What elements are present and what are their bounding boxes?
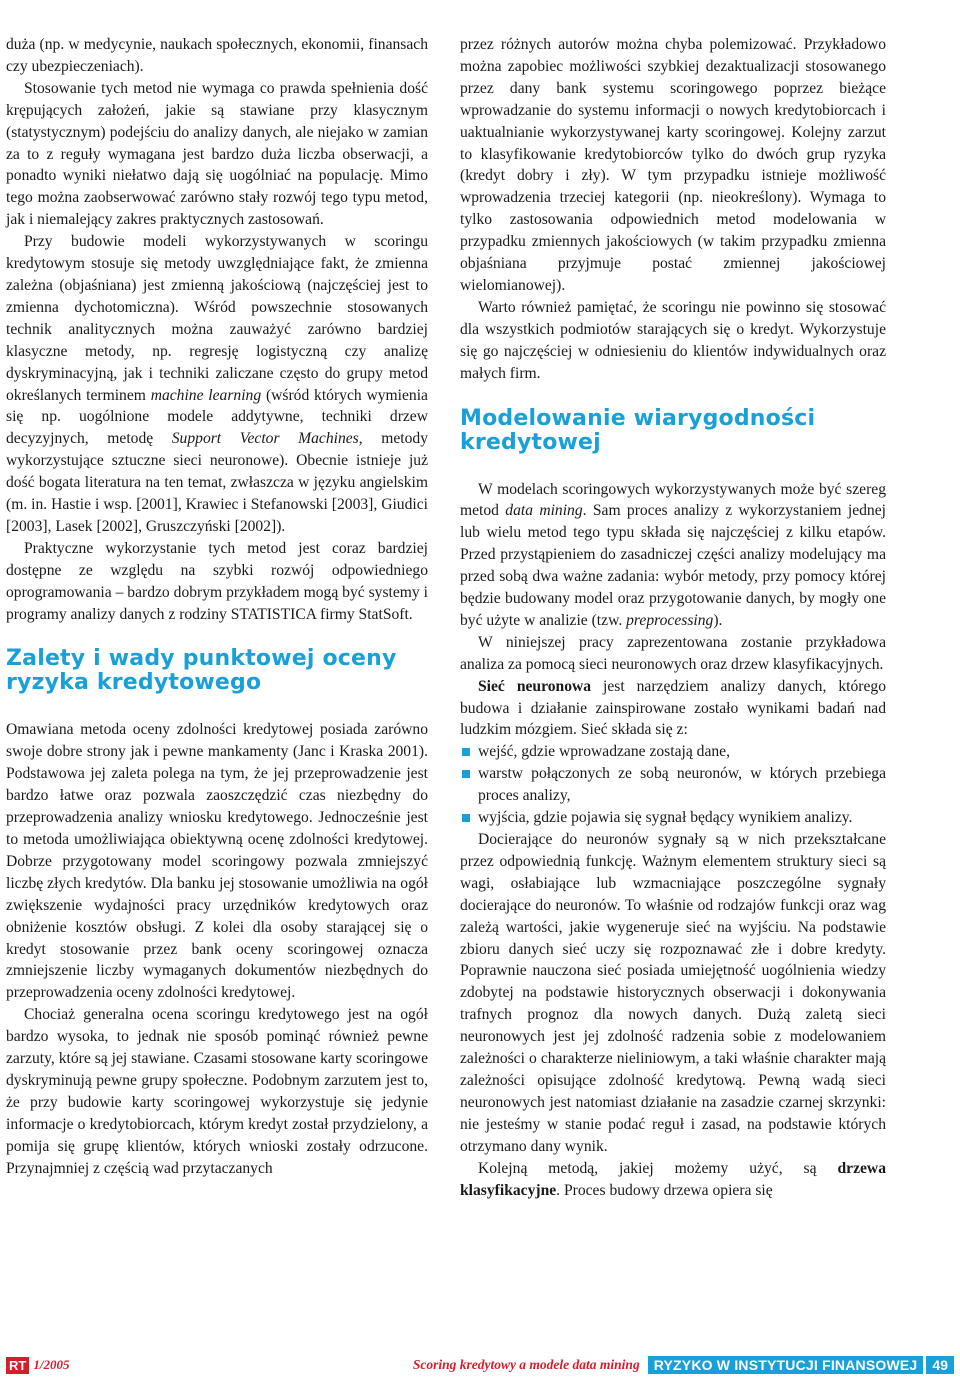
paragraph xyxy=(6,231,428,538)
text-run: Kolejną metodą, jakiej możemy użyć, są xyxy=(478,1159,838,1177)
journal-name: RYZYKO W INSTYTUCJI FINANSOWEJ xyxy=(648,1356,924,1374)
rt-badge: RT xyxy=(6,1357,29,1374)
square-bullet-icon xyxy=(462,770,470,778)
paragraph xyxy=(460,479,886,632)
section-heading: Modelowanie wiarygodności kredytowej xyxy=(460,405,816,455)
page-number: 49 xyxy=(926,1356,954,1374)
paragraph: Chociaż generalna ocena scoringu kredytowego jest na ogół bardzo wysoka, to jednak nie sposób pominąć również pewne zarzuty, które są jej stawiane. Czasami stosowane karty scoringowe dyskryminują pewne grupy społeczne. Podobnym zarzutem jest to, że przy budowie karty scoringowej wykorzystuje się jedynie informacje o kredytobiorcach, którym kredyt został przydzielony, a pomija się grupę klientów, których wnioski zostały odrzucone. Przynajmniej z częścią wad przytaczanych xyxy=(6,1006,428,1177)
square-bullet-icon xyxy=(462,814,470,822)
paragraph: W niniejszej pracy zaprezentowana zostanie przykładowa analiza za pomocą sieci neuronowych oraz drzew klasyfikacyjnych. xyxy=(460,633,886,673)
term-svm: Support Vector Machines xyxy=(171,430,359,448)
list-item-text: wyjścia, gdzie pojawia się sygnał będący wynikiem analizy. xyxy=(478,809,853,827)
list-item-text: wejść, gdzie wprowadzane zostają dane, xyxy=(478,743,730,761)
text-run: . Sam proces analizy z wykorzystaniem jednej lub wielu metod tego typu składa się najczęściej z kilku etapów. Przed przystąpieniem do zasadniczej części analizy modelujący ma przed sobą dwa ważne zadania: wybór metody, przy pomocy której będzie budowany model oraz przygotowanie danych, by mogły one być użyte w analizie (tzw. xyxy=(460,502,886,629)
paragraph: Warto również pamiętać, że scoringu nie powinno się stosować dla wszystkich podmiotów starających się o kredyt. Wykorzystuje się go najczęściej w odniesieniu do klientów indywidualnych oraz małych firm. xyxy=(460,298,886,382)
term-data-mining: data mining xyxy=(505,502,583,520)
issue-number: 1/2005 xyxy=(33,1357,70,1372)
list-item xyxy=(460,763,886,807)
square-bullet-icon xyxy=(462,748,470,756)
paragraph: Docierające do neuronów sygnały są w nich przekształcane przez odpowiednią funkcję. Ważnym elementem struktury sieci są wagi, osłabiające lub wzmacniające poszczególne sygnały docierające do neuronów. To właśnie od rodzajów funkcji oraz wag zależą wartości, jakie wygeneruje sieć na wyjściu. Na podstawie zbioru danych sieć uczy się rozpoznawać złe i dobre kredyty. Poprawnie nauczona sieć posiada umiejętność uogólnienia wiedzy zdobytej na podstawie historycznych obserwacji i dokonywania trafnych prognoz dla nowych danych. Dużą zaletą sieci neuronowych jest jej zdolność radzenia sobie z modelowaniem zależności o charakterze nieliniowym, a taki właśnie charakter mają zależności opisujące zdolność kredytową. Pewną wadą sieci neuronowych jest natomiast działanie na zasadzie czarnej skrzynki: nie jesteśmy w stanie podać reguł i zasad, na podstawie których otrzymano dany wynik. xyxy=(460,831,886,1155)
list-item-text: warstw połączonych ze sobą neuronów, w których przebiega proces analizy, xyxy=(478,765,886,805)
term-siec-neuronowa: Sieć neuronowa xyxy=(478,677,592,695)
paragraph xyxy=(460,676,886,742)
text-run: Przy budowie modeli wykorzystywanych w scoringu kredytowym stosuje się metody uwzględniające fakt, że zmienna zależna (objaśniana) jest zmienną jakościową (najczęściej jest to zmienna dychotomiczna). Wśród powszechnie stosowanych technik analitycznych można zauważyć zarówno bardziej klasyczne metody, np. regresję logistyczną czy analizę dyskryminacyjną, jak i techniki zaliczane często do grupy metod określanych terminem xyxy=(6,233,428,404)
text-run: , metody wykorzystujące sztuczne sieci neuronowe). Obecnie istnieje już dość bogata literatura na ten temat, zwłaszcza w języku angielskim (m. in. Hastie i wsp. [2001], Krawiec i Stefanowski [2003], Giudici [2003], Lasek [2002], Gruszczyński [2002]). xyxy=(6,430,428,535)
left-column xyxy=(6,34,428,1180)
term-preprocessing: preprocessing xyxy=(626,611,714,629)
paragraph: duża (np. w medycynie, naukach społecznych, ekonomii, finansach czy ubezpieczeniach). xyxy=(6,36,428,75)
section-heading: Zalety i wady punktowej oceny ryzyka kredytowego xyxy=(6,646,397,696)
text-run: jest narzędziem analizy danych, którego budowa i działanie zainspirowane zostało wynikami badań nad ludzkim mózgiem. Sieć składa się z: xyxy=(460,677,886,739)
page-footer xyxy=(6,1354,954,1376)
text-run: (wśród których wymienia się np. uogólnione modele addytywne, techniki drzew decyzyjnych, metodę xyxy=(6,386,428,448)
list-item xyxy=(460,807,886,829)
text-run: . Proces budowy drzewa opiera się xyxy=(556,1181,773,1199)
right-column xyxy=(460,34,886,1201)
term-drzewa-klasyfikacyjne: drzewa klasyfikacyjne xyxy=(460,1159,886,1199)
list-item xyxy=(460,741,886,763)
paragraph: Stosowanie tych metod nie wymaga co prawda spełnienia dość krępujących założeń, jakie są stawiane przy klasycznym (statystycznym) podejściu do analizy danych, ale niejako w zamian za to z reguły wymagana jest bardzo duża liczba obserwacji, a ponadto wyniki niełatwo dają się uogólniać na populację. Mimo tego można zaobserwować zarówno stały rozwój tego typu metod, jak i niemalejący zakres praktycznych zastosowań. xyxy=(6,79,428,229)
text-run: W modelach scoringowych wykorzystywanych może być szereg metod xyxy=(460,480,886,520)
paragraph: przez różnych autorów można chyba polemizować. Przykładowo można zapobiec możliwości szybkiej dezaktualizacji stosowanego przez dany bank systemu scoringowego poprzez bieżące wprowadzanie do systemu informacji o nowych kredytobiorcach i uaktualnianie wykorzystywanej karty scoringowej. Kolejny zarzut to klasyfikowanie kredytobiorców tylko do dwóch grup ryzyka (kredyt dobry i zły). W tym przypadku istnieje możliwość wprowadzenia trzeciej kategorii (np. nieokreślony). Wymaga to tylko zastosowania odpowiednich metod modelowania w przypadku zmiennych jakościowych (w takim przypadku zmienna objaśniana przyjmuje postać zmiennej jakościowej wielomianowej). xyxy=(460,36,886,294)
text-run: ). xyxy=(713,611,723,629)
bullet-list xyxy=(460,741,886,829)
running-title: Scoring kredytowy a modele data mining xyxy=(412,1357,640,1372)
term-machine-learning: machine learning xyxy=(150,386,262,404)
paragraph: Omawiana metoda oceny zdolności kredytowej posiada zarówno swoje dobre strony jak i pewne mankamenty (Janc i Kraska 2001). Podstawowa jej zaleta polega na tym, że jej przeprowadzenie jest bardzo łatwe oraz pozwala zaoszczędzić czas niezbędny do przeprowadzenia analizy wniosku kredytowego. Jednocześnie jest to metoda umożliwiająca obiektywną ocenę zdolności kredytowej. Dobrze przygotowany model scoringowy pozwala zmniejszyć liczbę złych kredytów. Dla banku jej stosowanie umożliwia na ogół zwiększenie wydajności pracy urzędników kredytowych oraz obniżenie kosztów obsługi. Z kolei dla osoby starającej się o kredyt stosowanie przez bank oceny scoringowej oznacza zmniejszenie liczby wymaganych dokumentów niezbędnych do przeprowadzenia oceny zdolności kredytowej. xyxy=(6,721,428,1002)
paragraph: Praktyczne wykorzystanie tych metod jest coraz bardziej dostępne ze względu na szybki rozwój odpowiedniego oprogramowania – bardzo dobrym przykładem mogą być systemy i programy analizy danych z rodziny STATISTICA firmy StatSoft. xyxy=(6,539,428,623)
paragraph xyxy=(460,1158,886,1202)
